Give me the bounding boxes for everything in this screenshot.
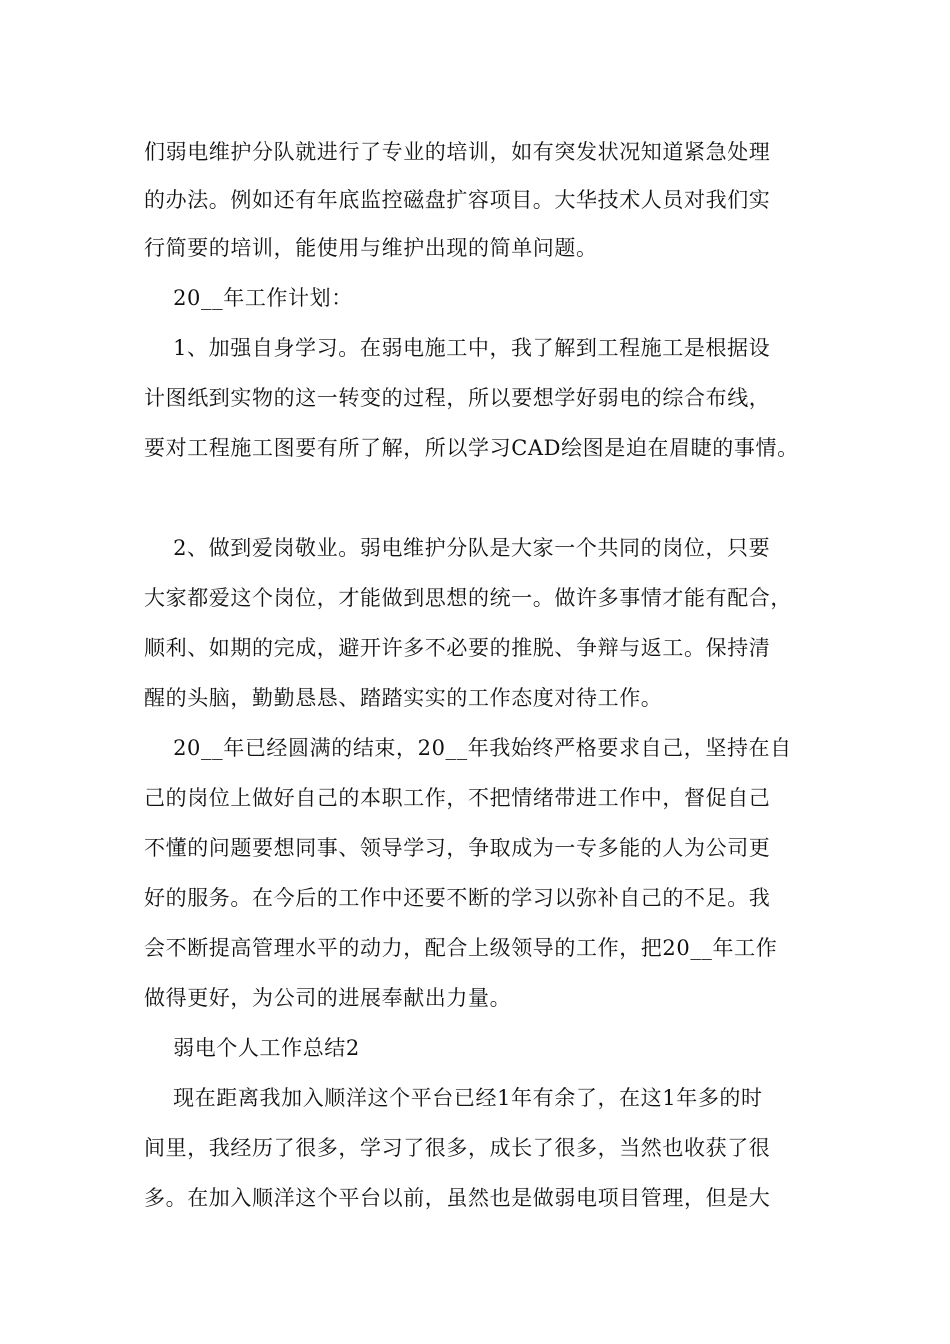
paragraph-line: 行简要的培训，能使用与维护出现的简单问题。 xyxy=(144,236,598,260)
section-heading: 20__年工作计划： xyxy=(144,286,353,310)
paragraph-line: 不懂的问题要想同事、领导学习，争取成为一专多能的人为公司更 xyxy=(144,836,771,860)
paragraph-line: 20__年已经圆满的结束，20__年我始终严格要求自己，坚持在自 xyxy=(144,736,792,760)
paragraph-line: 计图纸到实物的这一转变的过程，所以要想学好弱电的综合布线， xyxy=(144,386,771,410)
paragraph-line: 大家都爱这个岗位，才能做到思想的统一。做许多事情才能有配合， xyxy=(144,586,792,610)
paragraph-line: 间里，我经历了很多，学习了很多，成长了很多，当然也收获了很 xyxy=(144,1136,771,1160)
paragraph-line: 的办法。例如还有年底监控磁盘扩容项目。大华技术人员对我们实 xyxy=(144,188,771,212)
paragraph-line: 会不断提高管理水平的动力，配合上级领导的工作，把20__年工作 xyxy=(144,936,778,960)
paragraph-line: 己的岗位上做好自己的本职工作，不把情绪带进工作中，督促自己 xyxy=(144,786,771,810)
paragraph-line: 现在距离我加入顺洋这个平台已经1年有余了，在这1年多的时 xyxy=(144,1086,763,1110)
paragraph-line: 要对工程施工图要有所了解，所以学习CAD绘图是迫在眉睫的事情。 xyxy=(144,436,799,460)
paragraph-line: 醒的头脑，勤勤恳恳、踏踏实实的工作态度对待工作。 xyxy=(144,686,663,710)
section-heading: 弱电个人工作总结2 xyxy=(144,1036,360,1060)
paragraph-line: 顺利、如期的完成，避开许多不必要的推脱、争辩与返工。保持清 xyxy=(144,636,771,660)
paragraph-line: 们弱电维护分队就进行了专业的培训，如有突发状况知道紧急处理 xyxy=(144,140,771,164)
paragraph-line: 1、加强自身学习。在弱电施工中，我了解到工程施工是根据设 xyxy=(144,336,771,360)
paragraph-line: 多。在加入顺洋这个平台以前，虽然也是做弱电项目管理，但是大 xyxy=(144,1186,771,1210)
paragraph-line: 好的服务。在今后的工作中还要不断的学习以弥补自己的不足。我 xyxy=(144,886,771,910)
paragraph-line: 2、做到爱岗敬业。弱电维护分队是大家一个共同的岗位，只要 xyxy=(144,536,771,560)
paragraph-line: 做得更好，为公司的进展奉献出力量。 xyxy=(144,986,512,1010)
